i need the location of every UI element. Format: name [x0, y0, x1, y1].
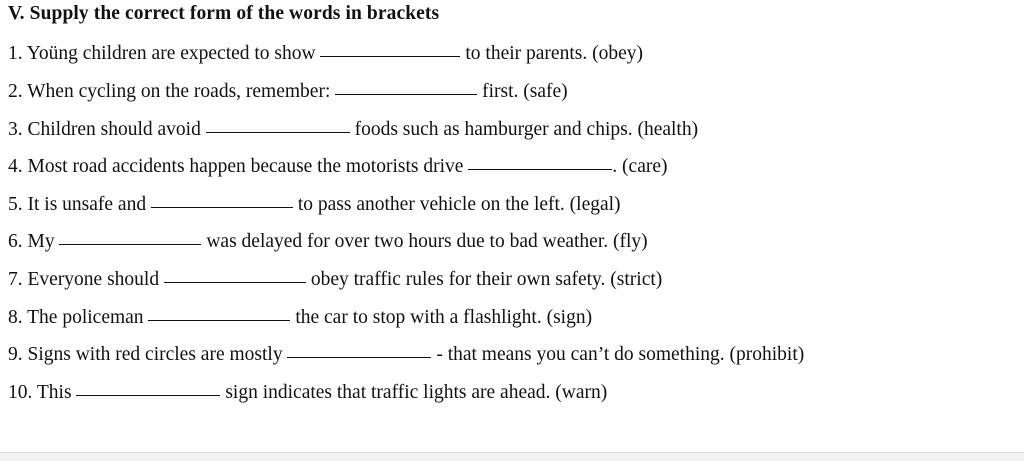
question-10 [8, 381, 607, 405]
question-text-before: Yoüng children are expected to show [22, 43, 321, 64]
question-text-after: foods such as hamburger and chips. (health) [349, 119, 699, 140]
question-text-before: It is unsafe and [22, 194, 151, 215]
question-text-after: to pass another vehicle on the left. (legal) [292, 194, 621, 215]
question-text-before: Children should avoid [22, 119, 206, 140]
answer-blank[interactable] [287, 356, 431, 358]
question-text-before: This [32, 382, 77, 403]
question-text-before: When cycling on the roads, remember: [22, 81, 336, 102]
question-8 [8, 306, 592, 330]
answer-blank[interactable] [468, 168, 612, 170]
question-5 [8, 193, 621, 217]
question-text-before: Signs with red circles are mostly [22, 344, 288, 365]
question-number: 10. [8, 382, 33, 403]
question-number: 1. [8, 43, 23, 64]
answer-blank[interactable] [59, 243, 201, 245]
question-3 [8, 118, 698, 142]
question-7 [8, 268, 662, 292]
answer-blank[interactable] [148, 319, 290, 321]
answer-blank[interactable] [164, 281, 306, 283]
question-6 [8, 230, 648, 254]
question-text-after: sign indicates that traffic lights are ahead. (warn) [220, 382, 608, 403]
question-text-before: The policeman [22, 307, 149, 328]
question-number: 3. [8, 119, 23, 140]
question-number: 8. [8, 307, 23, 328]
question-number: 5. [8, 194, 23, 215]
question-4 [8, 155, 668, 179]
question-9 [8, 343, 804, 367]
answer-blank[interactable] [206, 131, 350, 133]
answer-blank[interactable] [76, 394, 220, 396]
question-text-after: . (care) [612, 156, 668, 177]
question-1 [8, 42, 643, 66]
question-number: 9. [8, 344, 23, 365]
question-number: 2. [8, 81, 23, 102]
answer-blank[interactable] [151, 206, 293, 208]
question-number: 4. [8, 156, 23, 177]
question-text-after: the car to stop with a flashlight. (sign) [290, 307, 593, 328]
question-text-before: My [22, 231, 60, 252]
question-text-after: to their parents. (obey) [460, 43, 643, 64]
answer-blank[interactable] [320, 55, 460, 57]
answer-blank[interactable] [335, 93, 477, 95]
question-number: 7. [8, 269, 23, 290]
question-text-after: obey traffic rules for their own safety. (strict) [305, 269, 663, 290]
question-2 [8, 80, 568, 104]
exercise-heading: V. Supply the correct form of the words in brackets [8, 3, 440, 24]
question-text-after: first. (safe) [477, 81, 568, 102]
question-text-before: Everyone should [22, 269, 164, 290]
question-text-after: was delayed for over two hours due to bad weather. (fly) [201, 231, 648, 252]
question-text-before: Most road accidents happen because the motorists drive [22, 156, 469, 177]
question-number: 6. [8, 231, 23, 252]
question-text-after: - that means you can’t do something. (prohibit) [431, 344, 805, 365]
